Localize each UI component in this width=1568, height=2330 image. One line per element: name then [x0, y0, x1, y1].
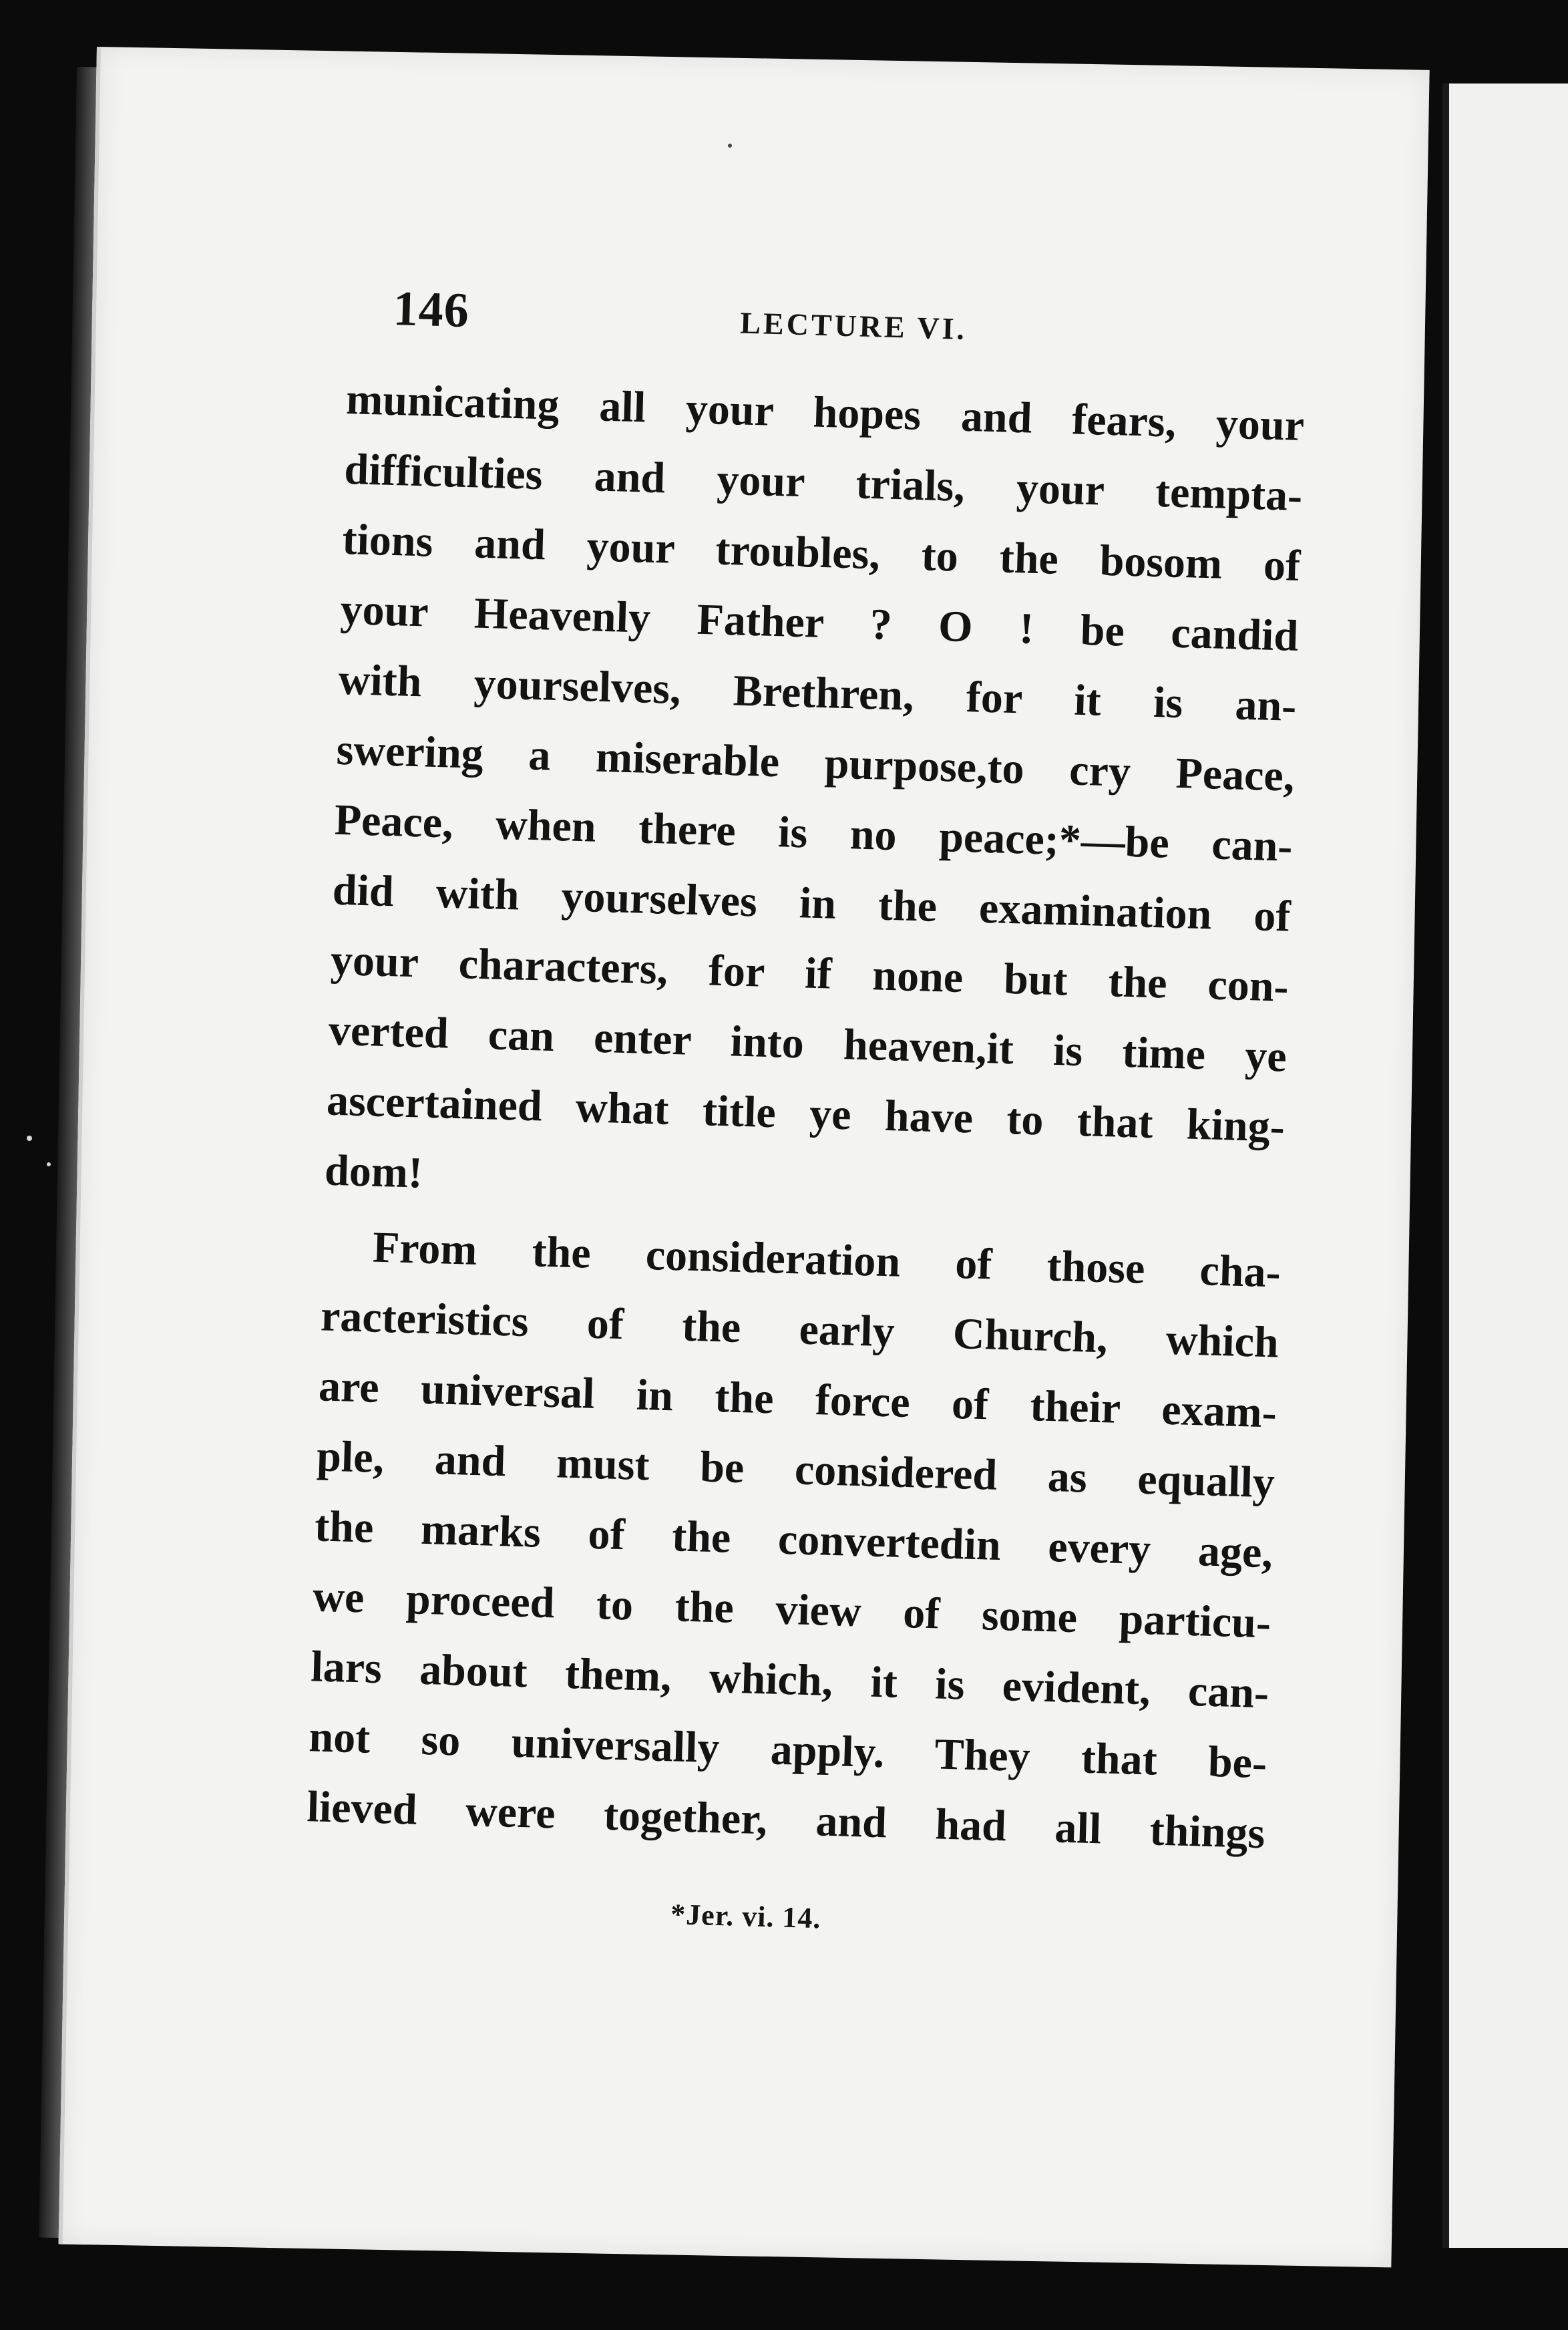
text-line: difficulties and your trials, your tempta-	[343, 444, 1304, 520]
text-line: your characters, for if none but the con-	[330, 935, 1290, 1011]
text-line: the marks of the convertedin every age,	[314, 1502, 1273, 1578]
scan-speck	[27, 1136, 32, 1141]
scan-speck	[728, 144, 732, 148]
text-line: lieved were together, and had all things	[306, 1782, 1266, 1858]
text-line: ple, and must be considered as equally	[316, 1432, 1276, 1508]
scan-speck	[47, 1162, 51, 1166]
text-line: municating all your hopes and fears, your	[345, 374, 1305, 451]
text-line: ascertained what title ye have to that king-	[326, 1075, 1286, 1152]
running-head: LECTURE VI.	[739, 305, 968, 346]
paragraph-2	[306, 1211, 1282, 1869]
text-line: From the consideration of those cha-	[372, 1222, 1282, 1297]
page-number: 146	[392, 281, 470, 339]
adjacent-page-strip	[1442, 84, 1568, 2248]
text-line: Peace, when there is no peace;*—be can-	[333, 795, 1294, 871]
text-line: your Heavenly Father ? O ! be candid	[339, 585, 1300, 661]
text-line: swering a miserable purpose,to cry Peace,	[335, 725, 1296, 801]
text-line: we proceed to the view of some particu-	[312, 1572, 1271, 1648]
text-line: did with yourselves in the examination of	[331, 865, 1292, 941]
text-line: not so universally apply. They that be-	[308, 1712, 1268, 1788]
paragraph-1	[324, 364, 1306, 1232]
footnote: *Jer. vi. 14.	[670, 1897, 822, 1935]
text-line: lars about them, which, it is evident, can-	[310, 1642, 1269, 1718]
text-line: racteristics of the early Church, which	[320, 1291, 1280, 1367]
text-line: are universal in the force of their exam-	[318, 1361, 1278, 1438]
text-line: tions and your troubles, to the bosom of	[341, 514, 1302, 591]
body-text	[306, 364, 1305, 1868]
text-line: verted can enter into heaven,it is time ye	[328, 1005, 1288, 1081]
text-line: dom!	[324, 1146, 423, 1198]
text-line: with yourselves, Brethren, for it is an-	[337, 655, 1298, 731]
